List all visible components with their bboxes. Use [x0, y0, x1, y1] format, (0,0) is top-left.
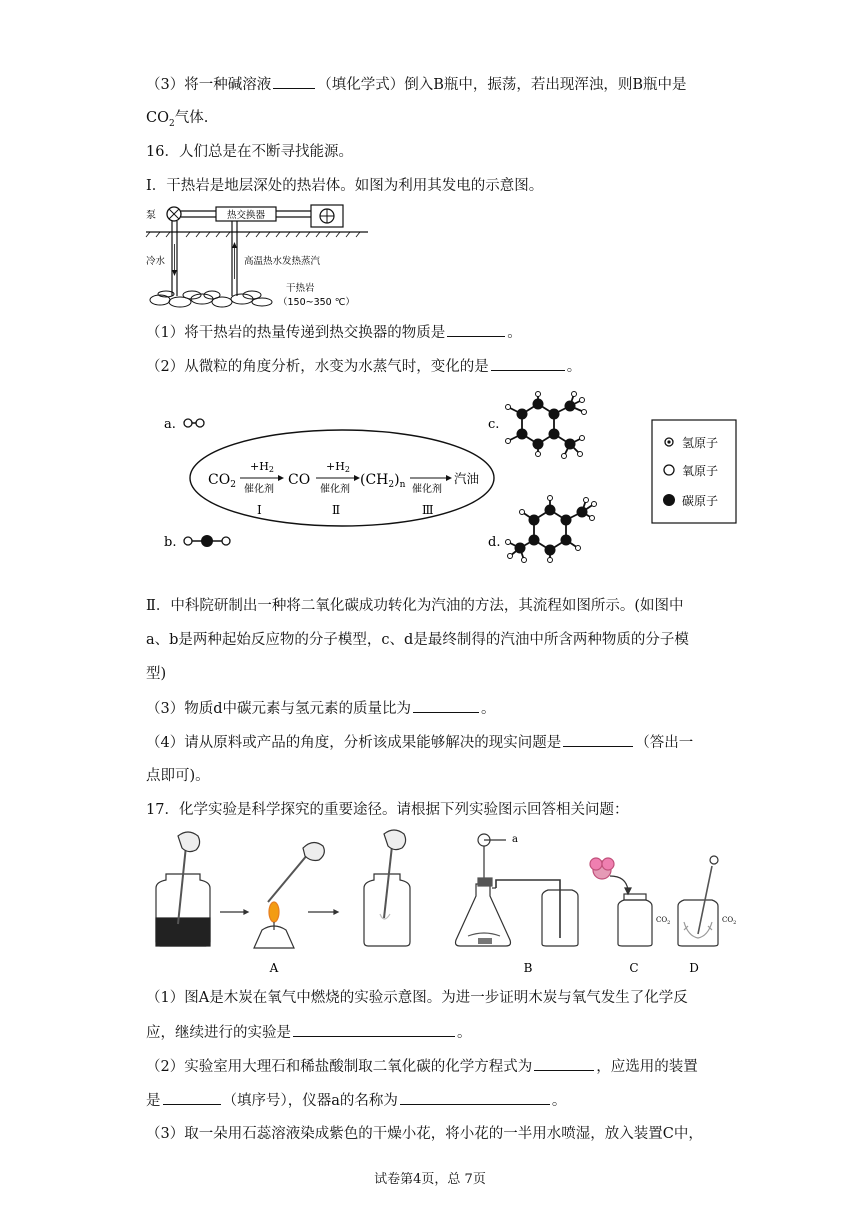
- answer-blank[interactable]: [491, 356, 565, 371]
- text: （1）将干热岩的热量传递到热交换器的物质是: [146, 325, 446, 341]
- molecule-a: [184, 419, 204, 427]
- co2-label-c: $CO_2$: [656, 916, 671, 926]
- q16-3: [146, 698, 496, 719]
- catalyst-3: 催化剂: [412, 484, 442, 495]
- text: 。: [481, 701, 496, 717]
- rock-layer: [150, 291, 272, 307]
- q15-3-line1: [146, 74, 687, 95]
- answer-blank[interactable]: [273, 74, 315, 89]
- text: 。: [551, 1093, 567, 1109]
- answer-blank[interactable]: [293, 1022, 455, 1037]
- q16-2: [146, 356, 581, 377]
- answer-blank[interactable]: [400, 1090, 550, 1105]
- text: （填化学式）倒入B瓶中，振荡，若出现浑浊，则B瓶中是: [317, 77, 687, 93]
- text: 。: [457, 1025, 472, 1041]
- answer-blank[interactable]: [163, 1090, 221, 1105]
- step-1: Ⅰ: [257, 503, 262, 517]
- text: 应，继续进行的实验是: [146, 1025, 291, 1041]
- legend-o: 氧原子: [682, 464, 719, 478]
- q17-3: （3）取一朵用石蕊溶液染成紫色的干燥小花，将小花的一半用水喷湿，放入装置C中，: [146, 1126, 703, 1142]
- label-d: d.: [488, 535, 501, 550]
- formula-ch2n: $(CH_2)_n$: [360, 472, 406, 490]
- gasoline-label: 汽油: [454, 471, 480, 486]
- text: ，应选用的装置: [596, 1059, 698, 1075]
- molecule-d: [506, 496, 597, 563]
- q17-2-l2: [146, 1090, 566, 1111]
- q16-stem: 16．人们总是在不断寻找能源。: [146, 144, 353, 160]
- temp-label: （150~350 ℃）: [278, 297, 355, 308]
- label-B: B: [523, 961, 533, 975]
- label-D: D: [689, 961, 699, 975]
- co2-label-d: $CO_2$: [722, 916, 737, 926]
- text: （2）从微粒的角度分析，水变为水蒸气时，变化的是: [146, 359, 489, 375]
- label-c: c.: [488, 417, 500, 432]
- text: （2）实验室用大理石和稀盐酸制取二氧化碳的化学方程式为: [146, 1059, 533, 1075]
- text: CO: [146, 110, 169, 126]
- formula-co2: $CO_2$: [208, 472, 236, 490]
- figure-d: [678, 856, 718, 946]
- rock-label: 干热岩: [286, 283, 315, 294]
- q16-4: [146, 732, 693, 753]
- formula-co: CO: [288, 472, 311, 488]
- step-2: Ⅱ: [332, 503, 341, 517]
- q16-1: [146, 322, 522, 343]
- reagent-h2-2: +H2: [326, 460, 350, 474]
- q17-1-l1: （1）图A是木炭在氧气中燃烧的实验示意图。为进一步证明木炭与氧气发生了化学反: [146, 990, 688, 1006]
- text: 是: [146, 1093, 161, 1109]
- text: （答出一: [635, 735, 694, 751]
- text: （4）请从原料或产品的角度，分析该成果能够解决的现实问题是: [146, 735, 562, 751]
- text: 2: [168, 118, 175, 129]
- steam-label: 高温热水发热蒸汽: [244, 256, 321, 267]
- heat-exchanger-label: 热交换器: [226, 210, 266, 221]
- legend-c: 碳原子: [682, 494, 719, 508]
- label-a: a.: [164, 417, 176, 432]
- text: 气体.: [174, 110, 209, 126]
- q16-part1: Ⅰ．干热岩是地层深处的热岩体。如图为利用其发电的示意图。: [146, 178, 544, 194]
- legend-h: 氢原子: [682, 436, 719, 450]
- molecule-b: [184, 535, 230, 547]
- answer-blank[interactable]: [447, 322, 505, 337]
- legend-c-icon: [663, 494, 675, 506]
- q16-part2-l3: 型): [146, 666, 167, 682]
- q15-3-line2: [146, 108, 208, 134]
- legend-o-icon: [664, 465, 674, 475]
- q16-4-l2: 点即可)。: [146, 768, 210, 784]
- q16-part2-l1: Ⅱ．中科院研制出一种将二氧化碳成功转化为汽油的方法，其流程如图所示。(如图中: [146, 598, 684, 614]
- q16-part2-l2: a、b是两种起始反应物的分子模型，c、d是最终制得的汽油中所含两种物质的分子模: [146, 632, 689, 648]
- catalyst-1: 催化剂: [244, 484, 274, 495]
- figure-b: [456, 834, 579, 946]
- text: （3）物质d中碳元素与氢元素的质量比为: [146, 701, 412, 717]
- q17-1-l2: [146, 1022, 472, 1043]
- answer-blank[interactable]: [563, 732, 633, 747]
- catalyst-2: 催化剂: [320, 484, 350, 495]
- answer-blank[interactable]: [534, 1056, 594, 1071]
- label-b: b.: [164, 535, 177, 550]
- experiment-figure: [148, 826, 737, 978]
- pump-label: 泵: [146, 210, 156, 221]
- q17-stem: 17．化学实验是科学探究的重要途径。请根据下列实验图示回答相关问题：: [146, 802, 629, 818]
- label-instrument-a: a: [512, 834, 518, 845]
- page-footer: 试卷第4页，总 7页: [374, 1172, 486, 1187]
- figure-c: [590, 858, 652, 946]
- text: （填序号），仪器a的名称为: [222, 1093, 398, 1109]
- figure-a: [156, 830, 410, 948]
- hot-dry-rock-diagram: [146, 204, 376, 312]
- answer-blank[interactable]: [413, 698, 479, 713]
- molecule-c: [506, 392, 587, 459]
- text: （3）将一种碱溶液: [146, 77, 272, 93]
- label-A: A: [269, 961, 279, 975]
- label-C: C: [629, 961, 639, 975]
- q17-2-l1: [146, 1056, 698, 1077]
- text: 。: [507, 325, 522, 341]
- cold-water-label: 冷水: [146, 256, 166, 267]
- reagent-h2-1: +H2: [250, 460, 274, 474]
- text: 。: [566, 359, 582, 375]
- step-3: Ⅲ: [422, 503, 434, 517]
- co2-gasoline-diagram: [160, 392, 750, 567]
